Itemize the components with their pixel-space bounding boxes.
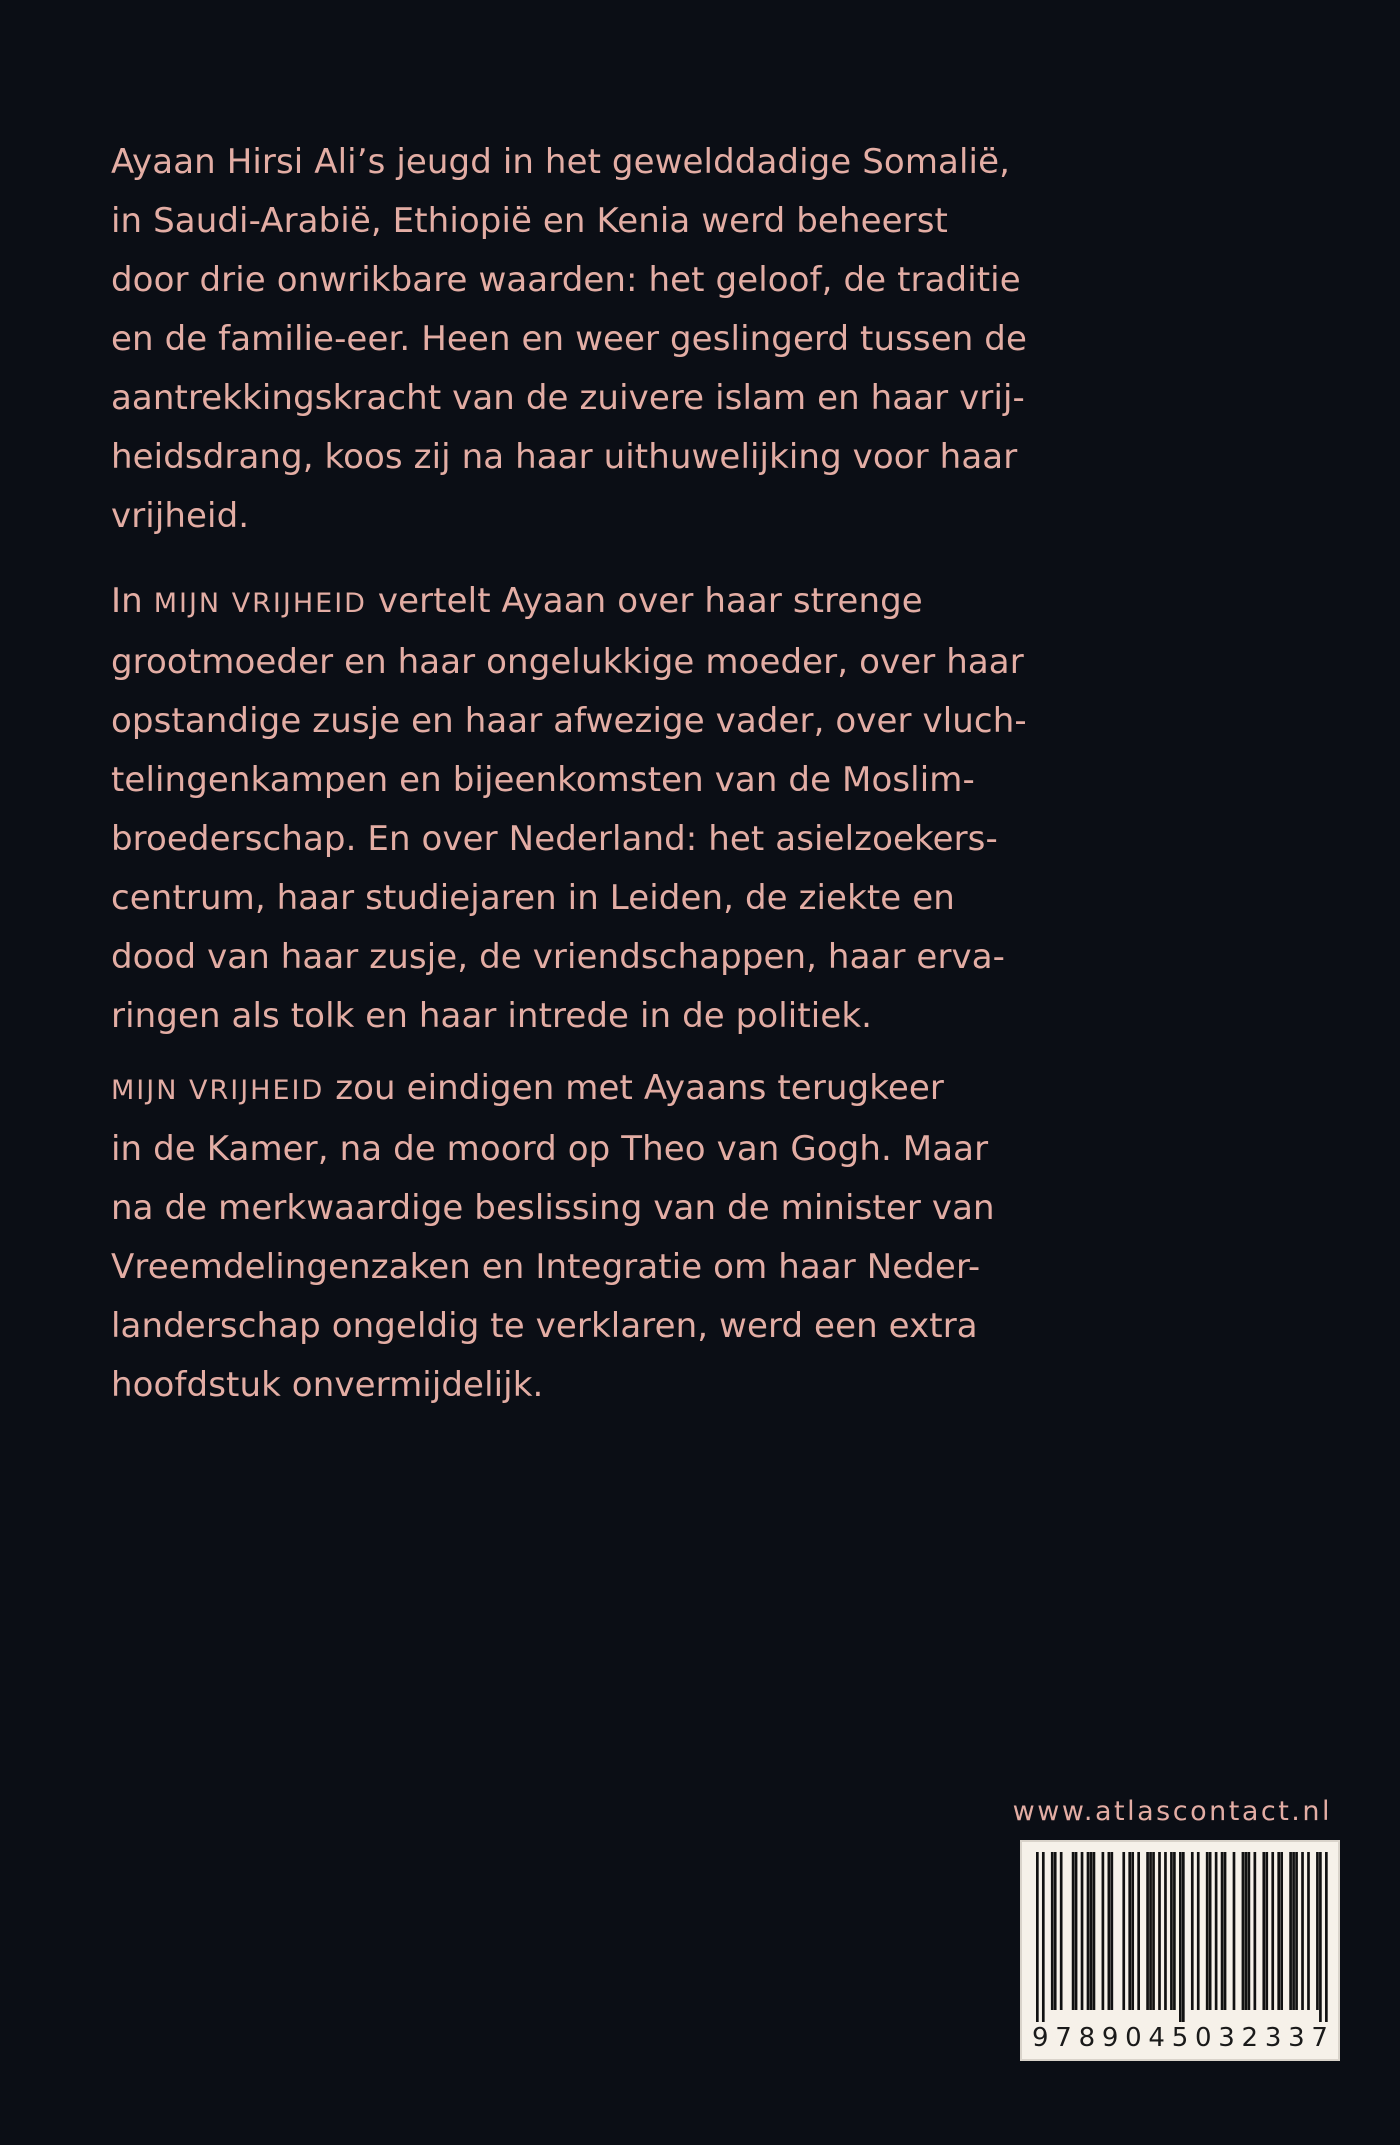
blurb-line: landerschap ongeldig te verklaren, werd een extra [111, 1306, 978, 1346]
isbn-digit: 7 [1055, 2023, 1072, 2053]
barcode-bar [1316, 1852, 1319, 2010]
blurb-line: telingenkampen en bijeenkomsten van de Moslim- [111, 760, 975, 800]
barcode-bar [1271, 1852, 1274, 2010]
barcode-bar [1206, 1852, 1209, 2010]
barcode-bar [1093, 1852, 1096, 2010]
barcode-bar [1224, 1852, 1227, 2010]
barcode-bar [1042, 1852, 1045, 2022]
barcode-bar [1060, 1852, 1063, 2010]
book-title-smallcaps: MIJN VRIJHEID [111, 1075, 325, 1106]
blurb-line: heidsdrang, koos zij na haar uithuwelijking voor haar [111, 437, 1018, 477]
barcode-bar [1245, 1852, 1248, 2010]
blurb-line: hoofdstuk onvermijdelijk. [111, 1365, 544, 1405]
blurb-text: vertelt Ayaan over haar strenge [366, 581, 923, 621]
barcode-bar [1164, 1852, 1167, 2010]
barcode-bar [1072, 1852, 1075, 2010]
barcode-bar [1277, 1852, 1280, 2010]
isbn-digit: 5 [1171, 2023, 1189, 2053]
barcode-bar [1242, 1852, 1245, 2010]
blurb-line [111, 572, 1011, 633]
blurb-line: grootmoeder en haar ongelukkige moeder, over haar [111, 642, 1024, 682]
blurb-line: door drie onwrikbare waarden: het geloof, de traditie [111, 260, 1021, 300]
blurb-line: centrum, haar studiejaren in Leiden, de ziekte en [111, 878, 955, 918]
barcode-bar [1295, 1852, 1298, 2010]
isbn-digit: 7 [1311, 2023, 1328, 2053]
barcode-bar [1122, 1852, 1125, 2010]
barcode-bar [1137, 1852, 1140, 2010]
blurb-line: dood van haar zusje, de vriendschappen, haar erva- [111, 937, 1006, 977]
barcode-bar [1110, 1852, 1113, 2010]
barcode-bar [1182, 1852, 1185, 2022]
barcode-bar [1054, 1852, 1057, 2010]
blurb-line: opstandige zusje en haar afwezige vader, over vluch- [111, 701, 1027, 741]
isbn-digit: 2 [1241, 2023, 1259, 2053]
isbn-digit: 3 [1218, 2023, 1235, 2053]
isbn-digit: 9 [1032, 2023, 1049, 2053]
barcode-bar [1307, 1852, 1310, 2010]
blurb-line: na de merkwaardige beslissing van de minister van [111, 1188, 995, 1228]
barcode-bar [1170, 1852, 1173, 2010]
isbn-digit: 0 [1194, 2023, 1212, 2053]
blurb-text: zou eindigen met Ayaans terugkeer [324, 1068, 944, 1108]
barcode-bar [1289, 1852, 1292, 2010]
barcode-bar [1179, 1852, 1182, 2022]
blurb-line: Vreemdelingenzaken en Integratie om haar Neder- [111, 1247, 981, 1287]
barcode-bars [1036, 1852, 1328, 2022]
barcode-bar [1248, 1852, 1251, 2010]
barcode-bar [1108, 1852, 1111, 2010]
barcode-bar [1301, 1852, 1304, 2010]
barcode-bar [1221, 1852, 1224, 2010]
blurb-line: in de Kamer, na de moord op Theo van Gogh. Maar [111, 1129, 989, 1169]
barcode-bar [1254, 1852, 1257, 2010]
barcode-bar [1197, 1852, 1200, 2010]
barcode-bar [1325, 1852, 1328, 2022]
blurb-line: en de familie-eer. Heen en weer geslingerd tussen de [111, 319, 1028, 359]
barcode-bar [1262, 1852, 1265, 2010]
barcode-bar [1292, 1852, 1295, 2010]
blurb-line [111, 1059, 1011, 1120]
blurb-paragraph-3 [111, 1059, 1011, 1415]
isbn-digit: 3 [1288, 2023, 1305, 2053]
isbn-digit: 0 [1125, 2023, 1142, 2053]
barcode-bar [1090, 1852, 1093, 2010]
blurb-paragraph-2 [111, 572, 1027, 1046]
barcode-bar [1128, 1852, 1131, 2010]
barcode-bar [1102, 1852, 1105, 2010]
blurb-line: broederschap. En over Nederland: het asielzoekers- [111, 819, 998, 859]
barcode-bar [1209, 1852, 1212, 2010]
barcode-bar [1319, 1852, 1322, 2022]
barcode-bar [1280, 1852, 1283, 2010]
publisher-url: www.atlascontact.nl [1012, 1796, 1332, 1827]
blurb-paragraph-1 [111, 133, 1028, 546]
barcode-bar [1233, 1852, 1236, 2010]
blurb-line: aantrekkingskracht van de zuivere islam en haar vrij- [111, 378, 1025, 418]
barcode-bar [1075, 1852, 1078, 2010]
isbn-number [1022, 2023, 1338, 2053]
blurb-line: Ayaan Hirsi Ali’s jeugd in het gewelddadige Somalië, [111, 142, 1010, 182]
barcode-bar [1081, 1852, 1084, 2010]
barcode-bar [1051, 1852, 1054, 2010]
barcode-bar [1191, 1852, 1194, 2010]
blurb-line: ringen als tolk en haar intrede in de politiek. [111, 996, 873, 1036]
barcode-bar [1087, 1852, 1090, 2010]
isbn-digit: 3 [1264, 2023, 1282, 2053]
barcode-bar [1158, 1852, 1161, 2010]
barcode-bar [1146, 1852, 1149, 2010]
barcode-bar [1265, 1852, 1268, 2010]
isbn-digit: 8 [1078, 2023, 1096, 2053]
barcode-bar [1036, 1852, 1039, 2022]
isbn-digit: 4 [1148, 2023, 1165, 2053]
barcode-bar [1152, 1852, 1155, 2010]
blurb-line: in Saudi-Arabië, Ethiopië en Kenia werd beheerst [111, 201, 948, 241]
book-title-smallcaps: MIJN VRIJHEID [153, 588, 367, 619]
barcode-bar [1149, 1852, 1152, 2010]
isbn-barcode [1020, 1840, 1340, 2061]
blurb-text: In [111, 581, 154, 621]
barcode-bar [1215, 1852, 1218, 2010]
barcode-bar [1173, 1852, 1176, 2010]
isbn-digit: 9 [1101, 2023, 1119, 2053]
blurb-line: vrijheid. [111, 496, 250, 536]
barcode-bar [1131, 1852, 1134, 2010]
